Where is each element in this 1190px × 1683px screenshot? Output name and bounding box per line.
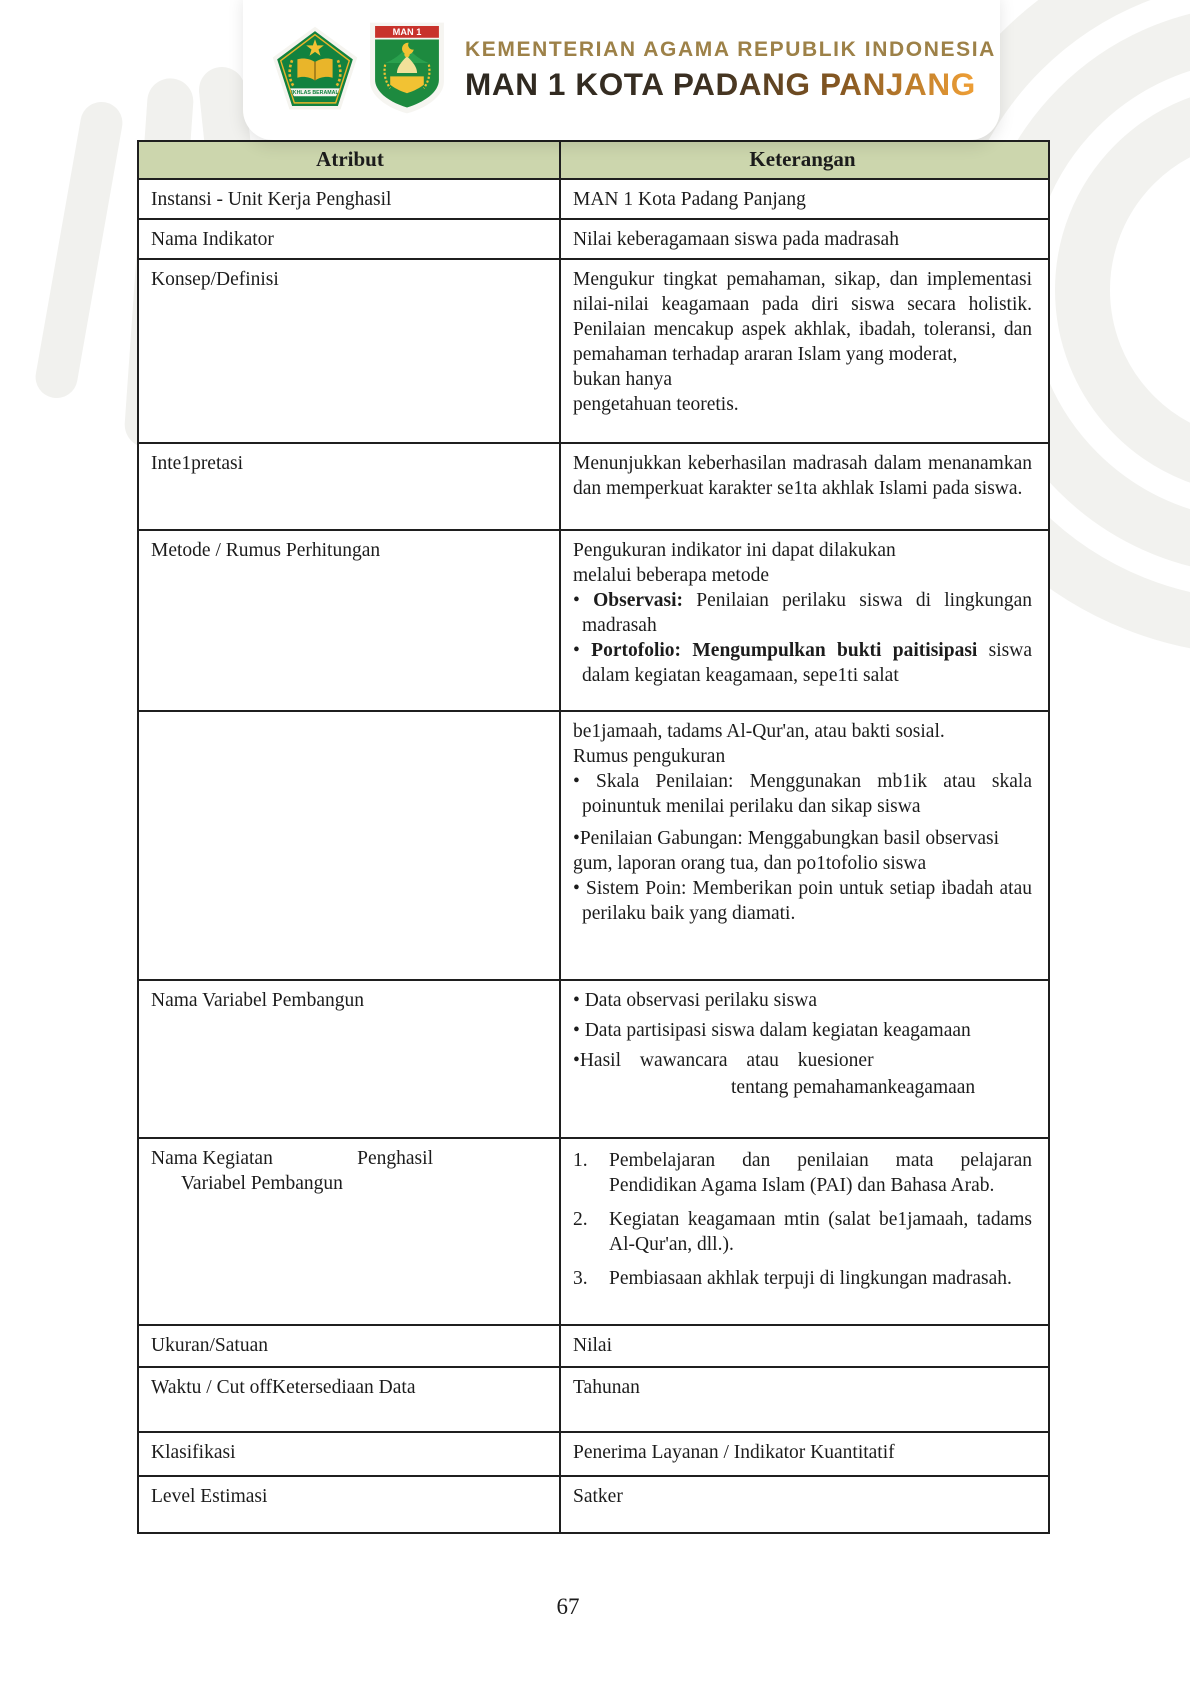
table-row-nama-variabel	[139, 979, 1048, 1137]
row-label: Metode / Rumus Perhitungan	[139, 531, 561, 710]
lanjutan-paragraph: be1jamaah, tadams Al-Qur'an, atau bakti sosial.	[573, 721, 945, 742]
variabel-bullet: • Data observasi perilaku siswa	[573, 990, 818, 1011]
ministry-name: KEMENTERIAN AGAMA REPUBLIK INDONESIA	[465, 37, 996, 61]
konsep-paragraph: bukan hanya	[573, 369, 673, 390]
table-row-ukuran	[139, 1324, 1048, 1366]
item-text: Kegiatan keagamaan mtin (salat be1jamaah, tadams Al-Qur'an, dll.).	[609, 1209, 1032, 1255]
row-value	[561, 1139, 1048, 1324]
row-value: Menunjukkan keberhasilan madrasah dalam menanamkan dan memperkuat karakter se1ta akhlak Islami pada siswa.	[573, 453, 1032, 499]
metode-intro-line: Pengukuran indikator ini dapat dilakukan	[573, 540, 896, 561]
row-value: MAN 1 Kota Padang Panjang	[573, 189, 806, 210]
numbered-item	[573, 1266, 1032, 1291]
row-value	[561, 712, 1048, 979]
item-number: 2.	[573, 1209, 588, 1230]
table-row-interpretasi	[139, 442, 1048, 529]
row-label: Level Estimasi	[139, 1477, 561, 1532]
row-value	[561, 531, 1048, 710]
metode-bullet-portofolio	[573, 638, 1032, 688]
row-label: Ukuran/Satuan	[139, 1326, 561, 1366]
metode-bullet-bold: Observasi:	[593, 590, 684, 611]
row-label	[139, 1139, 561, 1324]
man1-logo-icon	[365, 20, 449, 116]
konsep-paragraph: Mengukur tingkat pemahaman, sikap, dan implementasi nilai-nilai keagamaan pada diri siswa secara holistik. Penilaian mencakup aspek akhlak, ibadah, toleransi, dan pemahaman terhadap araran Islam yang moderat,	[573, 269, 1032, 365]
kegiatan-label-line1	[151, 1146, 433, 1171]
table-row-level-estimasi	[139, 1475, 1048, 1532]
row-label: Waktu / Cut offKetersediaan Data	[139, 1368, 561, 1431]
row-label: Nama Indikator	[139, 220, 561, 258]
page-number: 67	[556, 1594, 580, 1619]
table-row-konsep-definisi	[139, 258, 1048, 442]
kemenag-ribbon-text: IKHLAS BERAMAL	[291, 90, 339, 97]
row-value: Nilai	[573, 1335, 612, 1356]
row-label: Nama Variabel Pembangun	[139, 981, 561, 1137]
row-label: Inte1pretasi	[139, 444, 561, 529]
numbered-item	[573, 1148, 1032, 1198]
table-header-row	[139, 142, 1048, 178]
item-text: Pembelajaran dan penilaian mata pelajaran Pendidikan Agama Islam (PAI) dan Bahasa Arab.	[609, 1150, 1032, 1196]
variabel-bullet-continuation: tentang pemahamankeagamaan	[731, 1077, 976, 1098]
lanjutan-paragraph: Rumus pengukuran	[573, 746, 726, 767]
variabel-bullet: • Data partisipasi siswa dalam kegiatan keagamaan	[573, 1020, 971, 1041]
row-value: Nilai keberagamaan siswa pada madrasah	[573, 229, 899, 250]
kegiatan-label-part: Nama Kegiatan	[151, 1148, 273, 1169]
table-row-nama-indikator	[139, 218, 1048, 258]
school-name: MAN 1 KOTA PADANG PANJANG	[465, 66, 996, 103]
letterhead-card	[243, 0, 1000, 140]
indicator-metadata-table	[137, 140, 1050, 1534]
numbered-item	[573, 1207, 1032, 1257]
table-row-nama-kegiatan	[139, 1137, 1048, 1324]
metode-bullet-observasi	[573, 588, 1032, 638]
row-value: Satker	[573, 1486, 623, 1507]
item-number: 3.	[573, 1268, 588, 1289]
col-header-atribut: Atribut	[139, 142, 561, 178]
bullet-glyph: •	[573, 640, 592, 661]
lanjutan-bullet-poin: • Sistem Poin: Memberikan poin untuk setiap ibadah atau perilaku baik yang diamati.	[573, 878, 1032, 924]
table-row-instansi	[139, 178, 1048, 218]
metode-bullet-rest: siswa dalam kegiatan keagamaan, sepe1ti salat	[582, 640, 1032, 686]
row-label-empty	[139, 712, 561, 979]
col-header-keterangan: Keterangan	[749, 147, 856, 171]
lanjutan-bullet-gabungan: •Penilaian Gabungan: Menggabungkan basil observasi gum, laporan orang tua, dan po1tofolio siswa	[573, 828, 999, 874]
row-value: Tahunan	[573, 1377, 640, 1398]
metode-bullet-rest: Penilaian perilaku siswa di lingkungan madrasah	[582, 590, 1032, 636]
kegiatan-label-line2: Variabel Pembangun	[181, 1173, 343, 1194]
man1-banner-text: MAN 1	[392, 27, 422, 38]
item-number: 1.	[573, 1150, 588, 1171]
row-value	[561, 260, 1048, 442]
table-row-metode	[139, 529, 1048, 710]
row-label: Konsep/Definisi	[139, 260, 561, 442]
table-row-metode-lanjutan	[139, 710, 1048, 979]
metode-intro-line: melalui beberapa metode	[573, 565, 769, 586]
row-value: Penerima Layanan / Indikator Kuantitatif	[573, 1442, 895, 1463]
lanjutan-bullet-skala: • Skala Penilaian: Menggunakan mb1ik atau skala poinuntuk menilai perilaku dan sikap siswa	[573, 771, 1032, 817]
table-row-waktu	[139, 1366, 1048, 1431]
item-text: Pembiasaan akhlak terpuji di lingkungan madrasah.	[609, 1268, 1012, 1289]
letterhead-text	[465, 38, 996, 103]
background-stripe	[32, 99, 125, 402]
bullet-glyph: •	[573, 590, 594, 611]
row-value	[561, 981, 1048, 1137]
row-label: Instansi - Unit Kerja Penghasil	[139, 180, 561, 218]
table-row-klasifikasi	[139, 1431, 1048, 1475]
row-label: Klasifikasi	[139, 1433, 561, 1475]
konsep-paragraph: pengetahuan teoretis.	[573, 394, 739, 415]
kegiatan-label-part: Penghasil	[357, 1148, 433, 1169]
metode-bullet-bold: Portofolio: Mengumpulkan bukti paitisipasi	[591, 640, 978, 661]
kemenag-logo-icon	[271, 25, 359, 113]
variabel-bullet: •Hasil wawancara atau kuesioner	[573, 1050, 874, 1071]
